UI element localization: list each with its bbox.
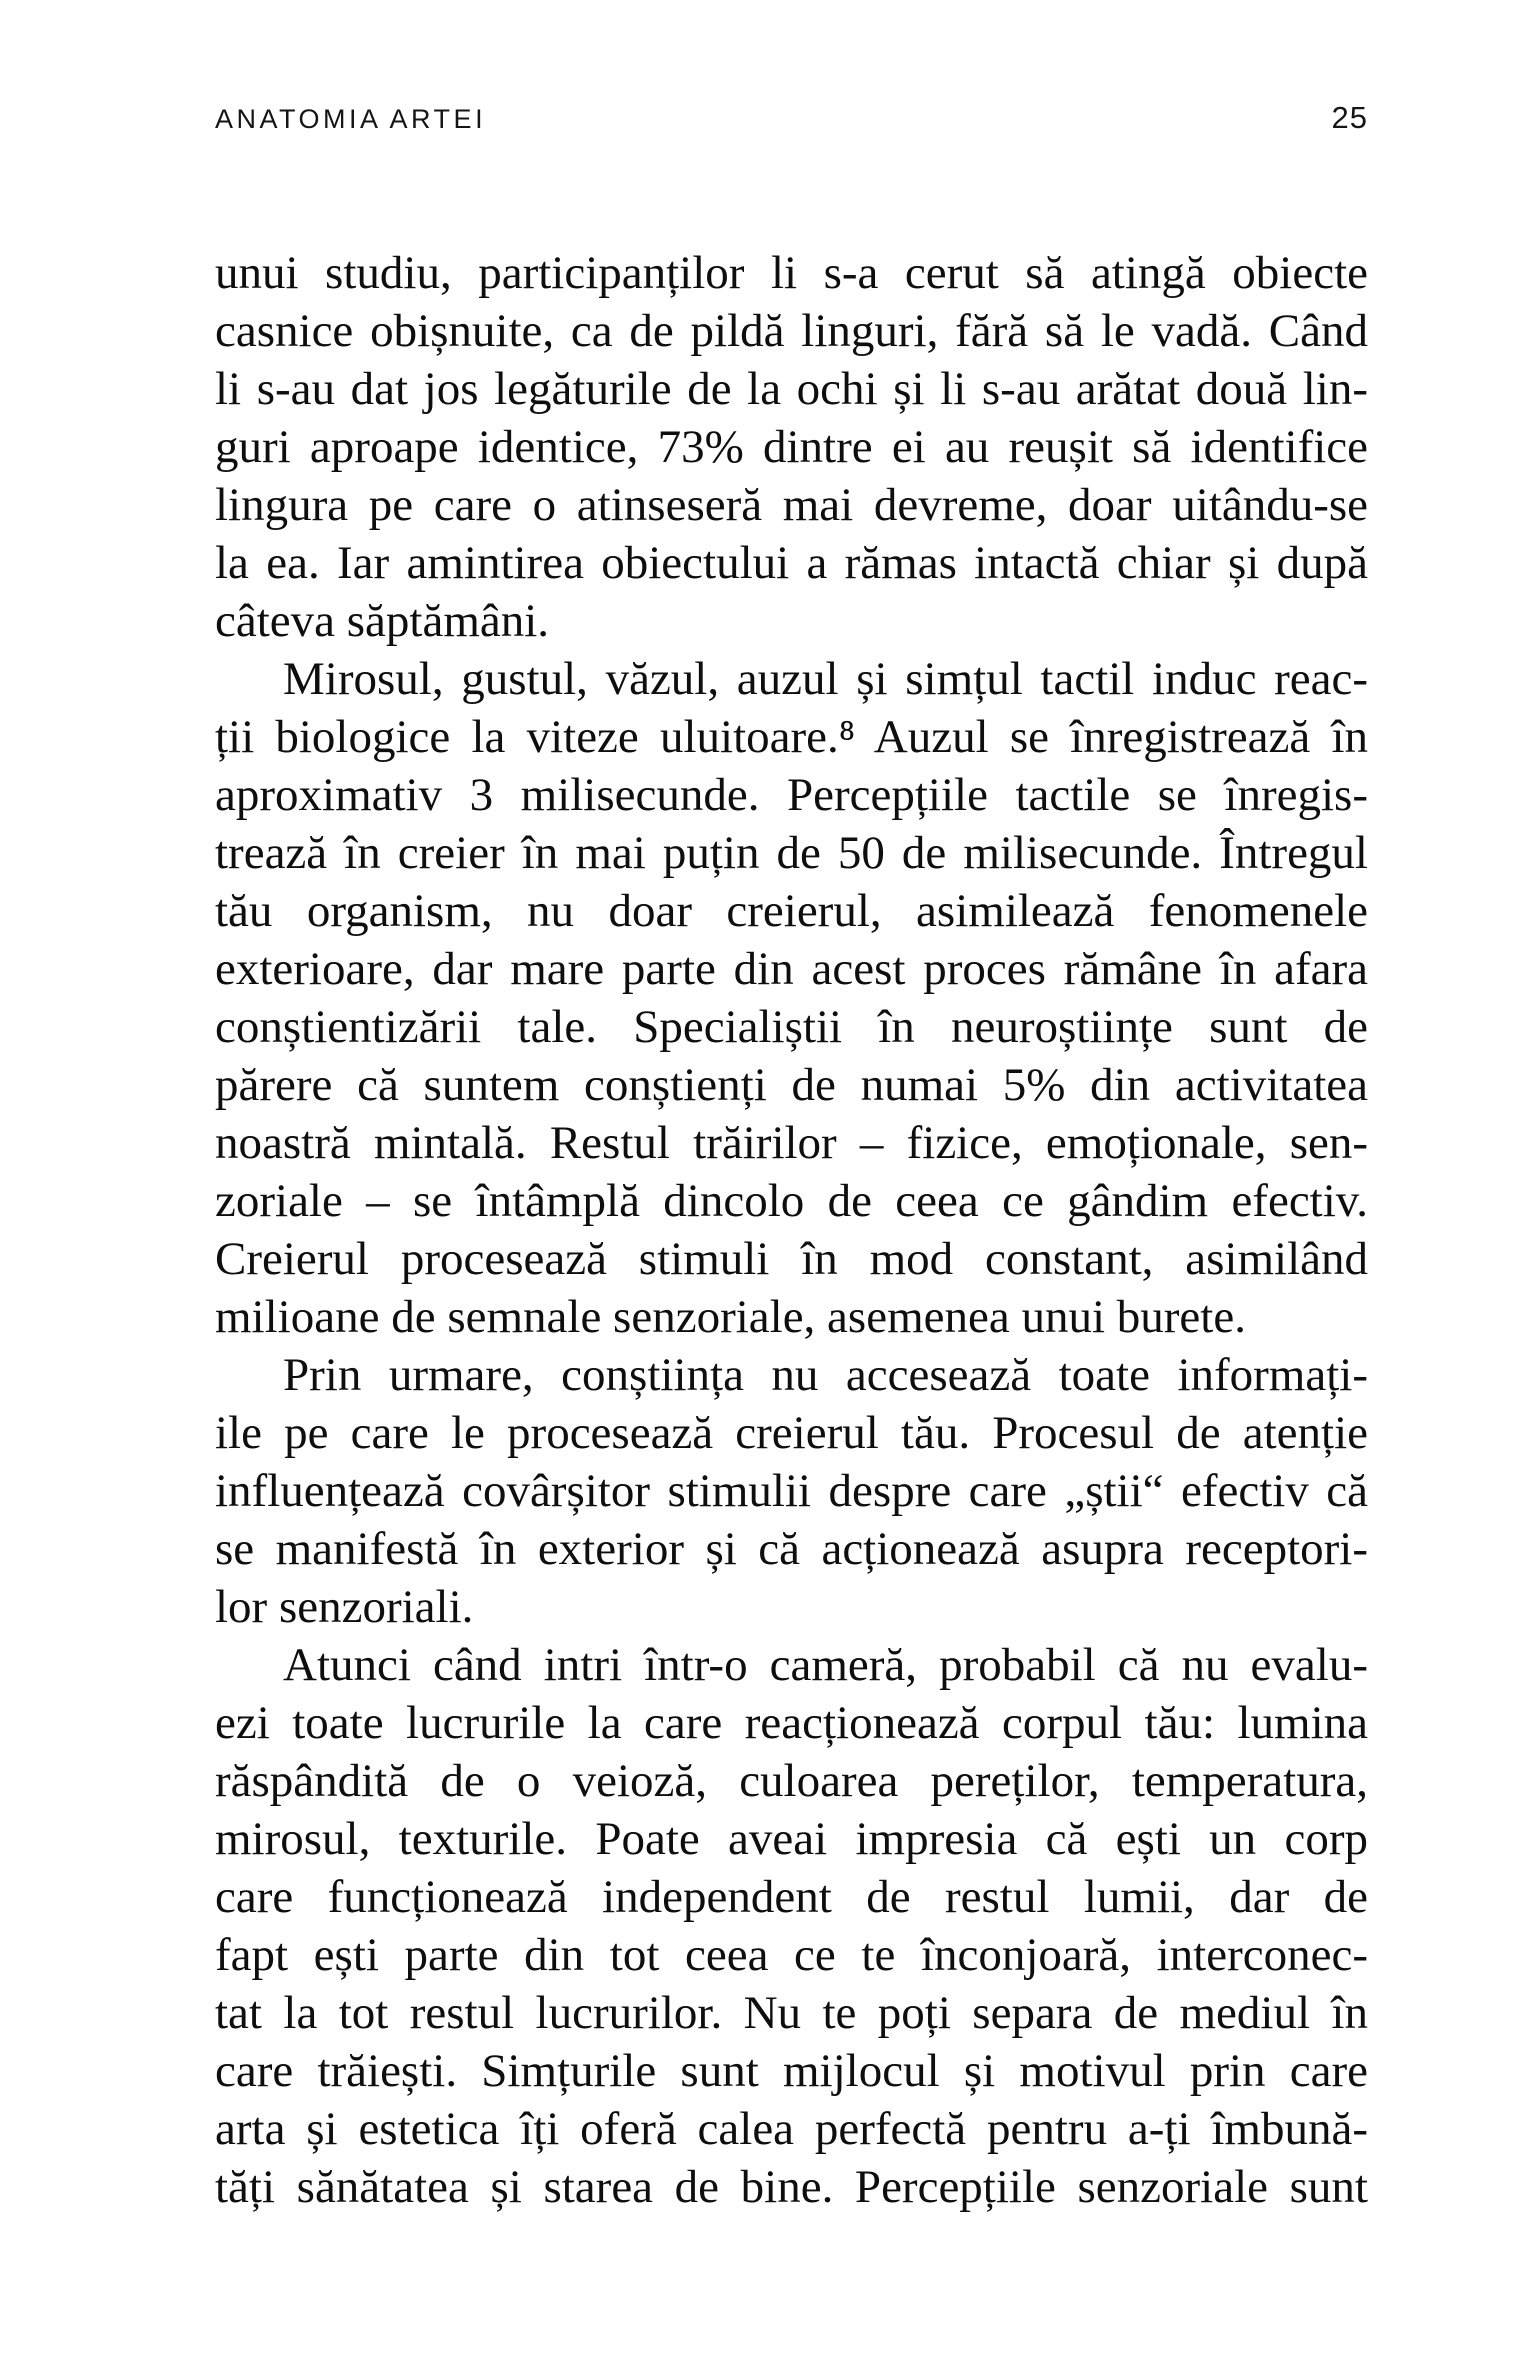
text-line: care funcționează independent de restul lumii, dar de <box>215 1871 1368 1923</box>
text-line: se manifestă în exterior și că acționează asupra receptori- <box>215 1523 1368 1575</box>
text-line: Mirosul, gustul, văzul, auzul și simțul tactil induc reac- <box>283 653 1368 705</box>
text-line: influențează covârșitor stimulii despre care „știi“ efectiv că <box>215 1465 1368 1517</box>
text-line: li s-au dat jos legăturile de la ochi și li s-au arătat două lin- <box>215 363 1368 415</box>
text-line: Prin urmare, conștiința nu accesează toate informați- <box>283 1349 1368 1401</box>
text-line: guri aproape identice, 73% dintre ei au reușit să identifice <box>215 421 1368 473</box>
text-line: zoriale – se întâmplă dincolo de ceea ce gândim efectiv. <box>215 1175 1368 1227</box>
text-line: Atunci când intri într-o cameră, probabil că nu evalu- <box>283 1639 1368 1691</box>
text-line: lor senzoriali. <box>215 1581 474 1633</box>
text-line: ile pe care le procesează creierul tău. Procesul de atenție <box>215 1407 1368 1459</box>
paragraph <box>215 244 1368 650</box>
text-line: casnice obișnuite, ca de pildă linguri, fără să le vadă. Când <box>215 305 1368 357</box>
text-line: mirosul, texturile. Poate aveai impresia că ești un corp <box>215 1813 1368 1865</box>
text-line: părere că suntem conștienți de numai 5% din activitatea <box>215 1059 1368 1111</box>
text-line: tat la tot restul lucrurilor. Nu te poți separa de mediul în <box>215 1987 1368 2039</box>
text-line: Creierul procesează stimuli în mod constant, asimilând <box>215 1233 1368 1285</box>
text-line: conștientizării tale. Specialiștii în neuroștiințe sunt de <box>215 1001 1368 1053</box>
text-line: trează în creier în mai puțin de 50 de milisecunde. Întregul <box>215 827 1368 879</box>
text-line: la ea. Iar amintirea obiectului a rămas intactă chiar și după <box>215 537 1368 589</box>
text-line: care trăiești. Simțurile sunt mijlocul și motivul prin care <box>215 2045 1368 2097</box>
text-line: milioane de semnale senzoriale, asemenea unui burete. <box>215 1291 1246 1343</box>
page-number: 25 <box>1331 100 1368 135</box>
text-line: exterioare, dar mare parte din acest proces rămâne în afara <box>215 943 1368 995</box>
text-line: tăți sănătatea și starea de bine. Percepțiile senzoriale sunt <box>215 2161 1368 2213</box>
text-line: arta și estetica îți oferă calea perfectă pentru a-ți îmbună- <box>215 2103 1368 2155</box>
text-line: fapt ești parte din tot ceea ce te înconjoară, interconec- <box>215 1929 1368 1981</box>
running-header <box>215 100 1368 136</box>
text-line: noastră mintală. Restul trăirilor – fizice, emoționale, sen- <box>215 1117 1368 1169</box>
text-line: răspândită de o veioză, culoarea pereților, temperatura, <box>215 1755 1368 1807</box>
text-line: tău organism, nu doar creierul, asimilează fenomenele <box>215 885 1368 937</box>
text-line: lingura pe care o atinseseră mai devreme, doar uitându-se <box>215 479 1368 531</box>
paragraph <box>215 1346 1368 1636</box>
text-line: câteva săptămâni. <box>215 595 550 647</box>
running-title: ANATOMIA ARTEI <box>215 104 487 134</box>
paragraph <box>215 650 1368 1346</box>
text-line: ții biologice la viteze uluitoare.⁸ Auzul se înregistrează în <box>215 711 1368 763</box>
paragraph <box>215 1636 1368 2216</box>
body-text <box>215 244 1368 2216</box>
text-line: ezi toate lucrurile la care reacționează corpul tău: lumina <box>215 1697 1368 1749</box>
text-line: aproximativ 3 milisecunde. Percepțiile tactile se înregis- <box>215 769 1368 821</box>
text-line: unui studiu, participanților li s-a cerut să atingă obiecte <box>215 247 1368 299</box>
